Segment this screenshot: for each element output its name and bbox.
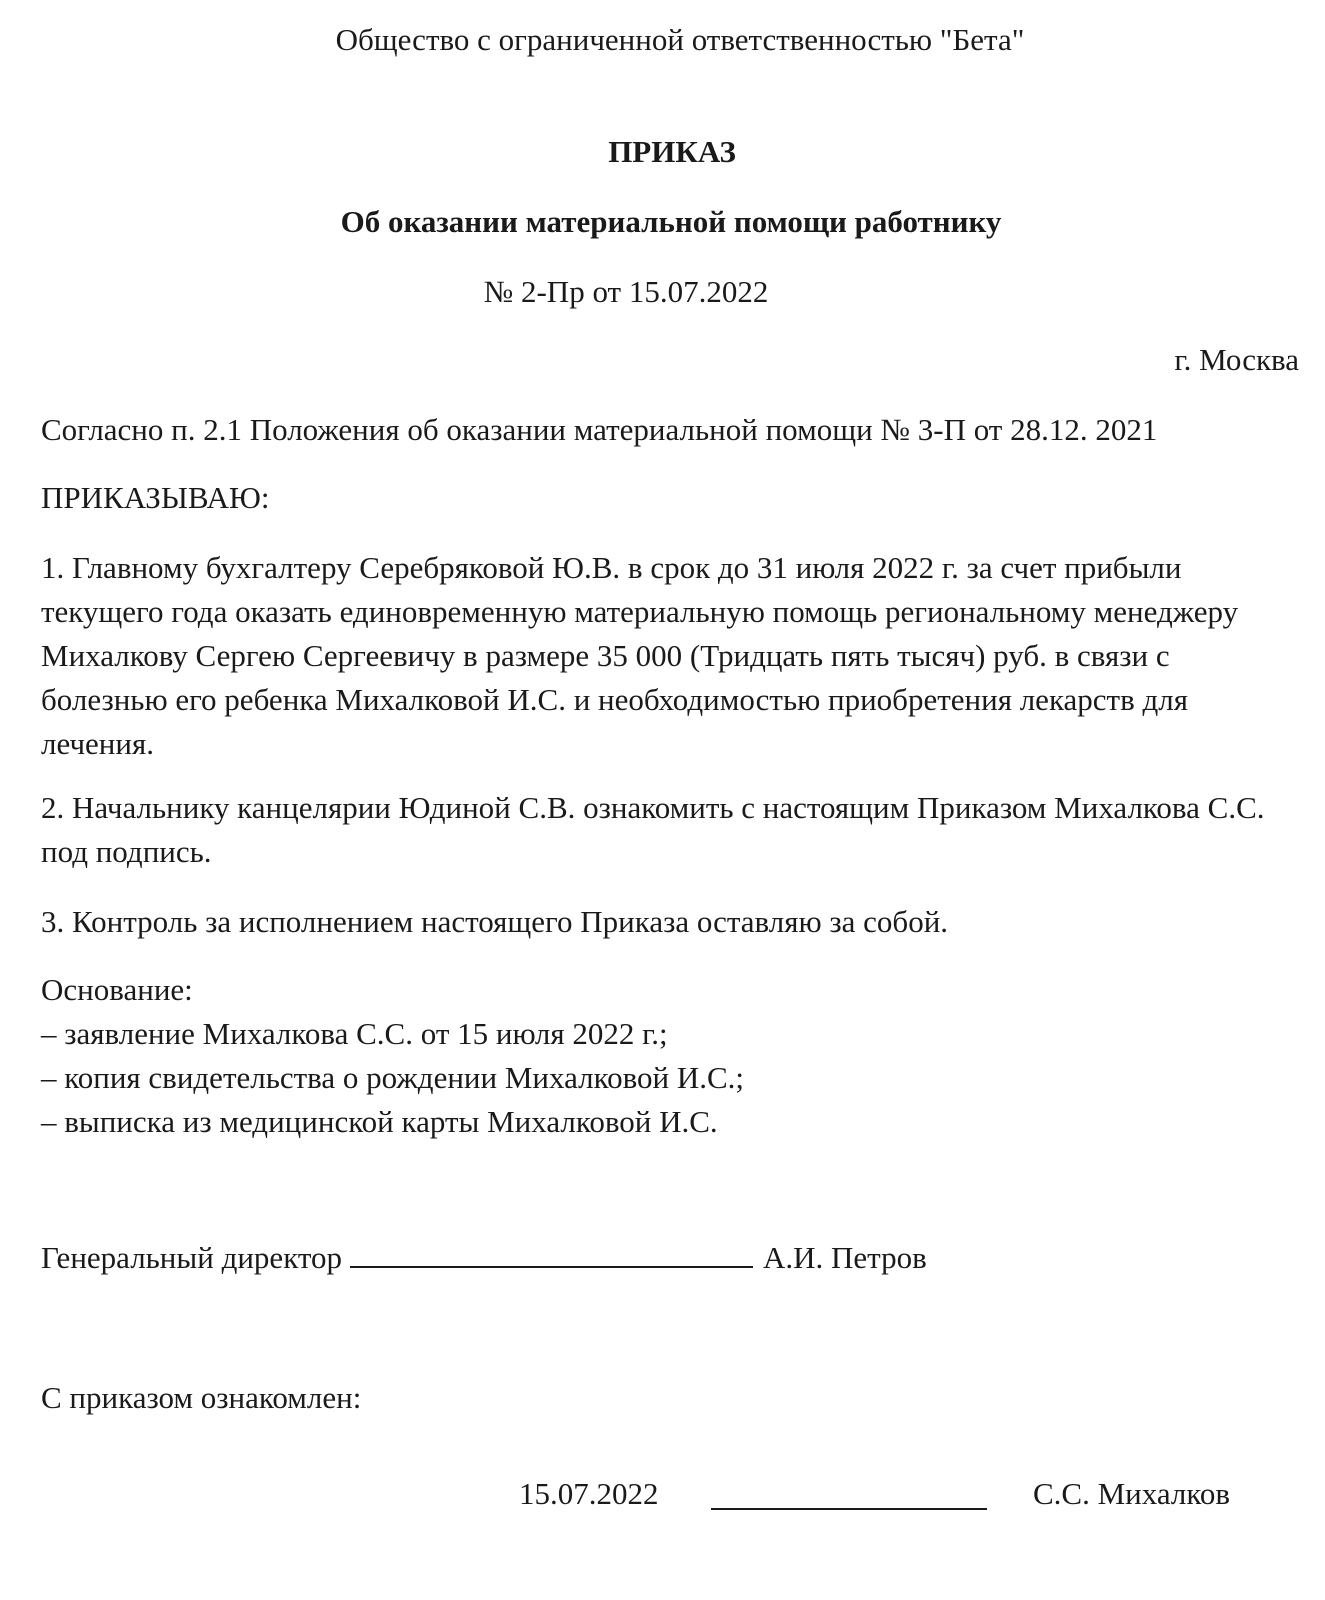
acknowledgement-name: С.С. Михалков xyxy=(1033,1476,1230,1511)
grounds-item: – копия свидетельства о рождении Михалковой И.С.; xyxy=(41,1060,745,1095)
document-city: г. Москва xyxy=(1174,342,1299,377)
grounds-item: – заявление Михалкова С.С. от 15 июля 2022 г.; xyxy=(41,1016,668,1051)
grounds-section xyxy=(41,968,1303,1144)
basis-statement: Согласно п. 2.1 Положения об оказании материальной помощи № 3-П от 28.12. 2021 xyxy=(41,412,1158,447)
document-title: ПРИКАЗ xyxy=(608,134,736,169)
order-item-1: 1. Главному бухгалтеру Серебряковой Ю.В. в срок до 31 июля 2022 г. за счет прибыли текущего года оказать единовременную материальную помощь региональному менеджеру Михалкову Сергею Сергеевичу в размере 35 000 (Тридцать пять тысяч) руб. в связи с болезнью его ребенка Михалковой И.С. и необходимостью приобретения лекарств для лечения. xyxy=(41,550,1239,761)
grounds-title: Основание: xyxy=(41,972,193,1007)
order-item-3: 3. Контроль за исполнением настоящего Приказа оставляю за собой. xyxy=(41,904,949,939)
grounds-item: – выписка из медицинской карты Михалковой И.С. xyxy=(41,1104,718,1139)
acknowledgement-signature-line xyxy=(711,1508,987,1510)
document-number: № 2-Пр от 15.07.2022 xyxy=(483,274,769,309)
director-signature-line xyxy=(350,1236,753,1268)
director-name: А.И. Петров xyxy=(762,1240,927,1275)
order-word: ПРИКАЗЫВАЮ: xyxy=(41,480,270,515)
acknowledgement-date: 15.07.2022 xyxy=(519,1476,659,1511)
director-position: Генеральный директор xyxy=(41,1240,342,1275)
acknowledgement-label: С приказом ознакомлен: xyxy=(41,1380,362,1415)
document-subtitle: Об оказании материальной помощи работнику xyxy=(340,204,1002,239)
order-item-2: 2. Начальнику канцелярии Юдиной С.В. ознакомить с настоящим Приказом Михалкова С.С. под подпись. xyxy=(41,790,1265,869)
organization-name: Общество с ограниченной ответственностью "Бета" xyxy=(335,22,1025,57)
director-signature-row xyxy=(41,1236,927,1280)
